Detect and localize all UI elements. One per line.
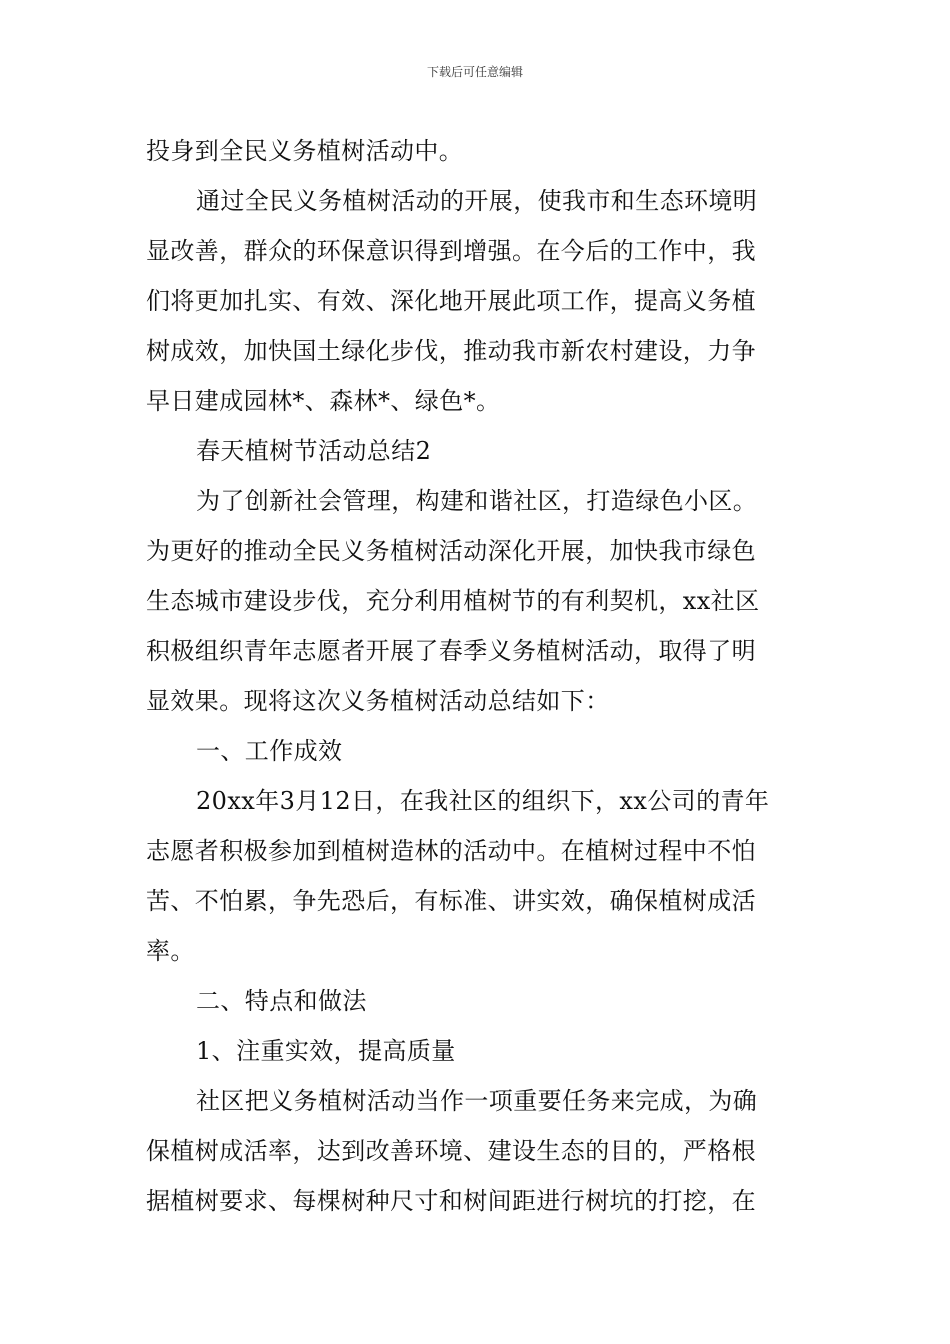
subheading: 1、注重实效，提高质量 bbox=[196, 1037, 456, 1065]
section-title: 春天植树节活动总结2 bbox=[196, 437, 432, 465]
text-line: 生态城市建设步伐，充分利用植树节的有利契机，xx社区 bbox=[146, 587, 760, 615]
text-line: 社区把义务植树活动当作一项重要任务来完成，为确 bbox=[196, 1087, 758, 1115]
text-line: 苦、不怕累，争先恐后，有标准、讲实效，确保植树成活 bbox=[146, 887, 756, 915]
text-line: 们将更加扎实、有效、深化地开展此项工作，提高义务植 bbox=[146, 287, 756, 315]
text-line: 志愿者积极参加到植树造林的活动中。在植树过程中不怕 bbox=[146, 837, 756, 865]
text-line: 树成效，加快国土绿化步伐，推动我市新农村建设，力争 bbox=[146, 337, 756, 365]
text-line: 20xx年3月12日，在我社区的组织下，xx公司的青年 bbox=[196, 787, 770, 815]
text-line: 为更好的推动全民义务植树活动深化开展，加快我市绿色 bbox=[146, 537, 756, 565]
text-line: 据植树要求、每棵树种尺寸和树间距进行树坑的打挖，在 bbox=[146, 1187, 756, 1215]
text-line: 显改善，群众的环保意识得到增强。在今后的工作中，我 bbox=[146, 237, 756, 265]
text-line: 显效果。现将这次义务植树活动总结如下： bbox=[146, 687, 610, 715]
text-line: 早日建成园林*、森林*、绿色*。 bbox=[146, 387, 501, 415]
heading: 一、工作成效 bbox=[196, 737, 343, 765]
text-line: 通过全民义务植树活动的开展，使我市和生态环境明 bbox=[196, 187, 758, 215]
text-line: 保植树成活率，达到改善环境、建设生态的目的，严格根 bbox=[146, 1137, 756, 1165]
text-line: 投身到全民义务植树活动中。 bbox=[146, 137, 464, 165]
page-header: 下载后可任意编辑 bbox=[426, 65, 523, 79]
document-body bbox=[146, 126, 810, 1226]
heading: 二、特点和做法 bbox=[196, 987, 367, 1015]
text-line: 积极组织青年志愿者开展了春季义务植树活动，取得了明 bbox=[146, 637, 756, 665]
text-line: 为了创新社会管理，构建和谐社区，打造绿色小区。 bbox=[196, 487, 758, 515]
text-line: 率。 bbox=[146, 937, 195, 965]
